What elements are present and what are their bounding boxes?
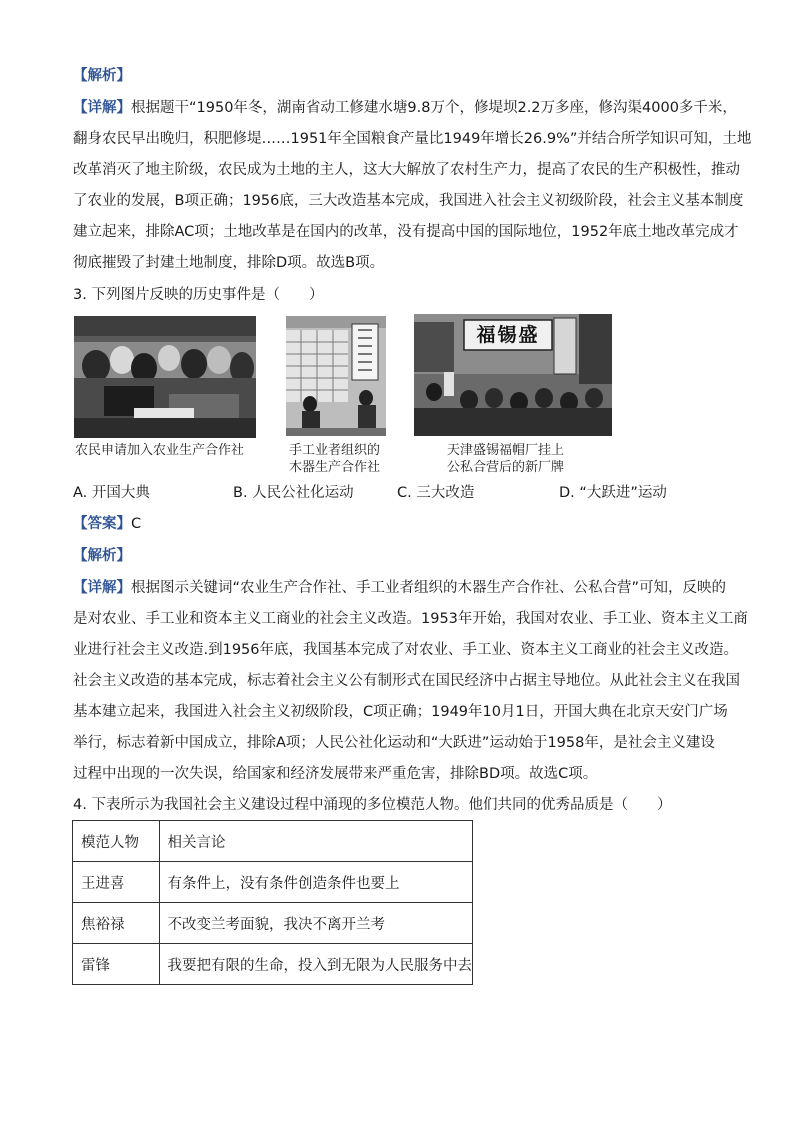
photo-farmers-cooperative: [74, 316, 256, 438]
table-cell-quote: 有条件上，没有条件创造条件也要上: [159, 862, 473, 903]
detail-line-3: 改革消灭了地主阶级，农民成为土地的主人，这大大解放了农村生产力，提高了农民的生产积极性，推动: [73, 162, 740, 178]
table-row: [73, 903, 473, 944]
table-row: [73, 944, 473, 985]
table-header-cell: 模范人物: [73, 821, 160, 862]
detail-text: 根据题干“1950年冬，湖南省动工修建水塘9.8万个，修堤坝2.2万多座，修沟渠4000多千米，: [131, 100, 737, 116]
table-header-cell: 相关言论: [159, 821, 473, 862]
answer-line: [73, 514, 723, 534]
q3-detail-line-7: 过程中出现的一次失误，给国家和经济发展带来严重危害，排除BD项。故选C项。: [73, 766, 598, 782]
photo-1-caption: 农民申请加入农业生产合作社: [75, 443, 245, 458]
table-row: [73, 862, 473, 903]
question-3-stem: 3. 下列图片反映的历史事件是（ ）: [73, 287, 324, 303]
question-4-stem: 4. 下表所示为我国社会主义建设过程中涌现的多位模范人物。他们共同的优秀品质是（ ）: [73, 797, 672, 813]
q3-detail-line-2: 是对农业、手工业和资本主义工商业的社会主义改造。1953年开始，我国对农业、手工业、资本主义工商: [73, 611, 748, 627]
option-a: A. 开国大典: [73, 485, 150, 501]
answer-value: C: [131, 516, 142, 532]
q3-detail-tag: 【详解】: [73, 580, 131, 596]
option-b: B. 人民公社化运动: [233, 485, 354, 501]
detail-line-2: 翻身农民早出晚归，积肥修堤……1951年全国粮食产量比1949年增长26.9%”并结合所学知识可知，土地: [73, 131, 752, 147]
table-cell-name: 雷锋: [73, 944, 160, 985]
photo-2-caption-line-1: 手工业者组织的: [289, 443, 381, 458]
q3-detail-line-4: 社会主义改造的基本完成，标志着社会主义公有制形式在国民经济中占据主导地位。从此社会主义在我国: [73, 673, 740, 689]
q3-detail-line-5: 基本建立起来，我国进入社会主义初级阶段，C项正确；1949年10月1日，开国大典在北京天安门广场: [73, 704, 728, 720]
table-header-row: [73, 821, 473, 862]
detail-line-4: 了农业的发展，B项正确；1956底，三大改造基本完成，我国进入社会主义初级阶段，社会主义基本制度: [73, 193, 744, 209]
q3-detail-line-1: [73, 578, 727, 598]
detail-tag: 【详解】: [73, 100, 131, 116]
photo-3-caption-line-1: 天津盛锡福帽厂挂上: [447, 443, 565, 458]
detail-line-1: [73, 98, 737, 118]
photo-2-caption-line-2: 木器生产合作社: [289, 460, 381, 475]
table-cell-quote: 不改变兰考面貌，我决不离开兰考: [159, 903, 473, 944]
q3-detail-text: 根据图示关键词“农业生产合作社、手工业者组织的木器生产合作社、公私合营”可知，反映的: [131, 580, 727, 596]
q3-analysis-tag: 【解析】: [73, 548, 131, 564]
q3-detail-line-3: 业进行社会主义改造.到1956年底，我国基本完成了对农业、手工业、资本主义工商业的社会主义改造。: [73, 642, 739, 658]
q3-detail-line-6: 举行，标志着新中国成立，排除A项；人民公社化运动和“大跃进”运动始于1958年，是社会主义建设: [73, 735, 715, 751]
option-c: C. 三大改造: [397, 485, 475, 501]
detail-line-6: 彻底摧毁了封建土地制度，排除D项。故选B项。: [73, 255, 385, 271]
photo-3-caption-line-2: 公私合营后的新厂牌: [447, 460, 565, 475]
answer-tag: 【答案】: [73, 516, 131, 532]
photo-hat-factory-sign: [414, 314, 612, 436]
table-cell-name: 焦裕禄: [73, 903, 160, 944]
hat-factory-sign-text: 福锡盛: [476, 324, 540, 346]
photo-handicraft-cooperative: [286, 316, 386, 436]
table-cell-quote: 我要把有限的生命，投入到无限为人民服务中去: [159, 944, 473, 985]
analysis-tag: 【解析】: [73, 68, 131, 84]
detail-line-5: 建立起来，排除AC项；土地改革是在国内的改革，没有提高中国的国际地位，1952年底土地改革完成才: [73, 224, 739, 240]
table-cell-name: 王进喜: [73, 862, 160, 903]
option-d: D. “大跃进”运动: [559, 485, 667, 501]
model-figures-table: [72, 820, 473, 985]
